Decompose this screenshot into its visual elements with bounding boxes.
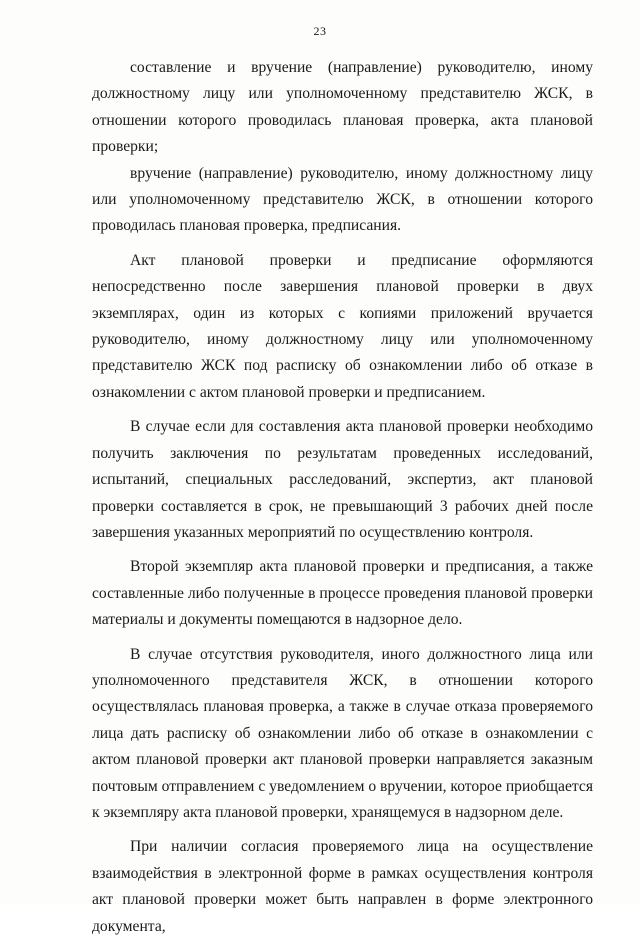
paragraph-2: вручение (направление) руководителю, иному должностному лицу или уполномоченному представителю ЖСК, в отношении которого проводилась плановая проверка, предписания. xyxy=(92,164,593,235)
paragraph-3: Акт плановой проверки и предписание оформляются непосредственно после завершения плановой проверки в двух экземплярах, один из которых с копиями приложений вручается руководителю, иному должностному лицу или уполномоченному представителю ЖСК под расписку об ознакомлении либо об отказе в ознакомлении с актом плановой проверки и предписанием. xyxy=(92,251,593,401)
paragraph-5: Второй экземпляр акта плановой проверки и предписания, а также составленные либо полученные в процессе проведения плановой проверки материалы и документы помещаются в надзорное дело. xyxy=(92,558,593,629)
paragraph-7: При наличии согласия проверяемого лица на осуществление взаимодействия в электронной форме в рамках осуществления контроля акт плановой проверки может быть направлен в форме электронного документа, xyxy=(92,838,593,935)
paragraph-1: составление и вручение (направление) руководителю, иному должностному лицу или уполномоченному представителю ЖСК, в отношении которого проводилась плановая проверка, акта плановой проверки; xyxy=(92,59,593,156)
page-number: 23 xyxy=(313,24,327,38)
paragraph-6: В случае отсутствия руководителя, иного должностного лица или уполномоченного представителя ЖСК, в отношении которого осуществлялась плановая проверка, а также в случае отказа проверяемого лица дать расписку об ознакомлении либо об отказе в ознакомлении с актом плановой проверки акт плановой проверки направляется заказным почтовым отправлением с уведомлением о вручении, которое приобщается к экземпляру акта плановой проверки, хранящемуся в надзорном деле. xyxy=(92,645,593,821)
paragraph-4: В случае если для составления акта плановой проверки необходимо получить заключения по результатам проведенных исследований, испытаний, специальных расследований, экспертиз, акт плановой проверки составляется в срок, не превышающий 3 рабочих дней после завершения указанных мероприятий по осуществлению контроля. xyxy=(92,418,593,541)
document-body xyxy=(92,55,593,940)
